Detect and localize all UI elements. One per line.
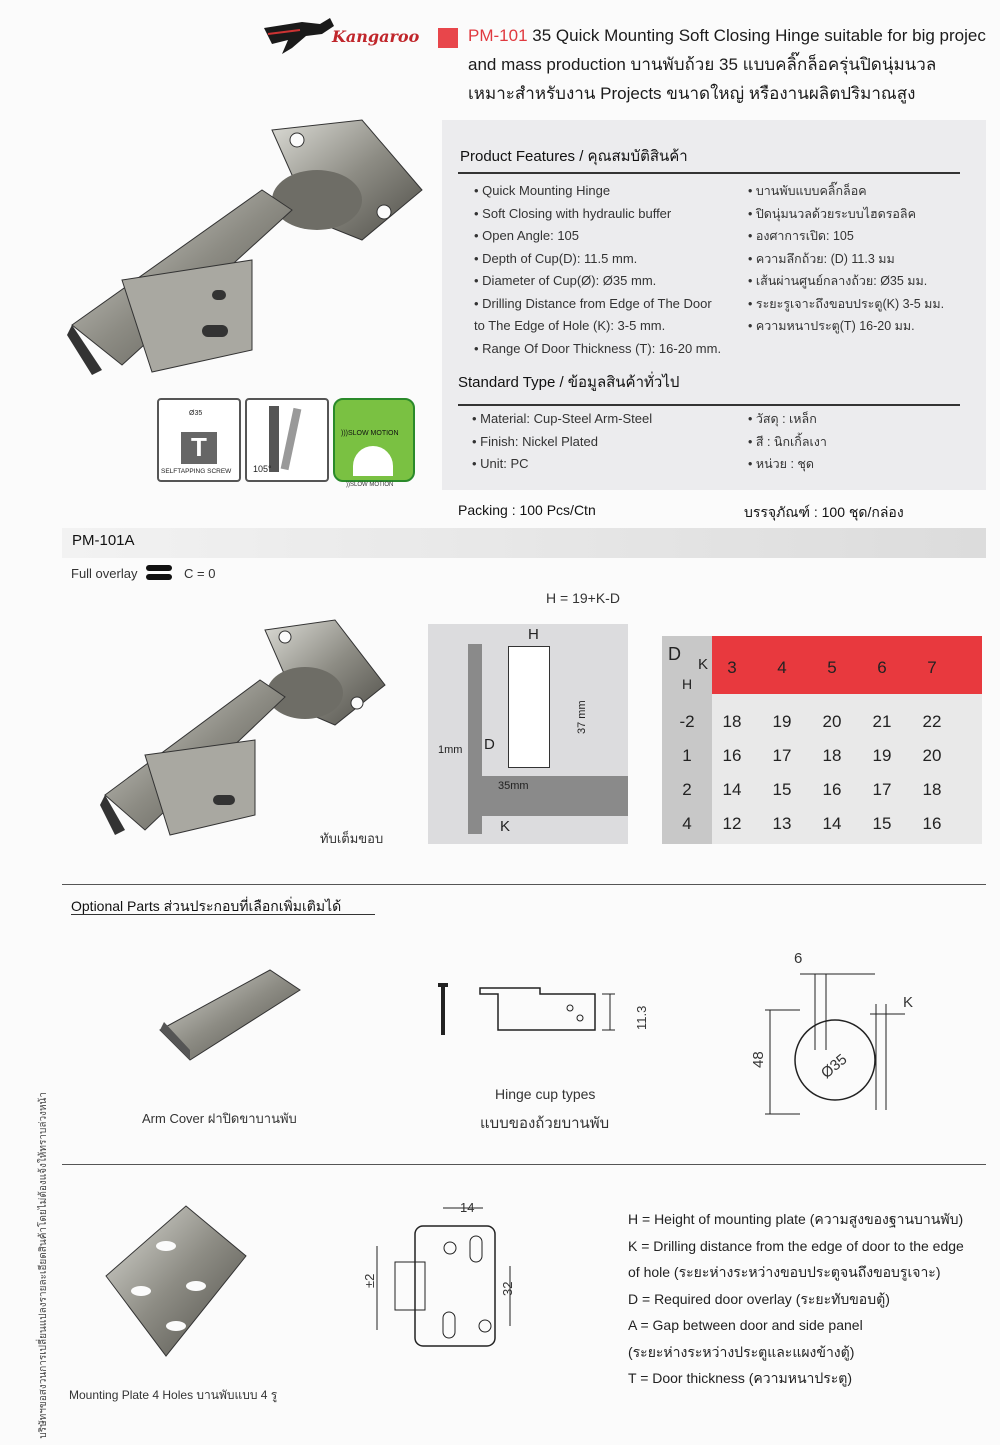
plate-width-label: 14 xyxy=(460,1200,475,1215)
standard-en-item: • Finish: Nickel Plated xyxy=(472,433,598,449)
feature-en-item: • Drilling Distance from Edge of The Door xyxy=(474,295,712,311)
feature-en-item: • Open Angle: 105 xyxy=(474,228,580,243)
hinge-cup-drawing xyxy=(430,980,660,1050)
standard-rule xyxy=(458,404,960,406)
feature-en-item: • Depth of Cup(D): 11.5 mm. xyxy=(474,250,638,266)
h-value-cell: 12 xyxy=(722,814,742,833)
feature-th-item: • ความลึกถ้วย: (D) 11.3 มม xyxy=(748,251,895,266)
model-band xyxy=(62,528,986,558)
section-divider-2 xyxy=(62,1164,986,1165)
offset-6-label: 6 xyxy=(794,950,803,967)
h-value-cell: 18 xyxy=(822,746,842,765)
legend-item: D = Required door overlay (ระยะทับขอบตู้) xyxy=(628,1290,890,1307)
feature-en-item: to The Edge of Hole (K): 3-5 mm. xyxy=(474,318,666,333)
slow-motion-caption: ))SLOW MOTION xyxy=(346,482,394,488)
slow-motion-icon: )))SLOW MOTION xyxy=(333,398,415,482)
h-value-cell: 14 xyxy=(722,780,742,799)
h-value-cell: 16 xyxy=(722,746,742,765)
features-heading: Product Features / คุณสมบัติสินค้า xyxy=(460,148,688,165)
legend-item: A = Gap between door and side panel xyxy=(628,1317,863,1333)
standard-th-list xyxy=(748,408,827,476)
hinge-photo-full-overlay xyxy=(95,615,395,845)
height-formula: H = 19+K-D xyxy=(546,590,620,606)
height-table xyxy=(662,636,982,844)
model-name: PM-101A xyxy=(72,532,135,549)
d-value-cell: 4 xyxy=(682,814,692,833)
corner-k: K xyxy=(698,656,709,673)
k-header-cell: 3 xyxy=(727,658,737,677)
label-1mm: 1mm xyxy=(438,744,463,756)
label-h: H xyxy=(528,626,539,643)
features-rule xyxy=(458,172,960,174)
cup-diameter-label: Ø35 xyxy=(817,1050,851,1083)
feature-en-item: • Quick Mounting Hinge xyxy=(474,183,611,198)
label-35mm: 35mm xyxy=(498,780,529,792)
mounting-plate-photo xyxy=(96,1196,256,1376)
arm-cover-photo xyxy=(150,960,310,1070)
optional-heading: Optional Parts ส่วนประกอบที่เลือกเพิ่มเติมได้ xyxy=(71,898,342,914)
h-value-cell: 16 xyxy=(822,780,842,799)
h-value-cell: 14 xyxy=(822,814,842,833)
plate-tolerance-label: ±2 xyxy=(362,1273,377,1288)
standard-heading: Standard Type / ข้อมูลสินค้าทั่วไป xyxy=(458,374,680,391)
legend-list xyxy=(628,1206,964,1392)
kangaroo-logo xyxy=(262,14,422,58)
h-value-cell: 18 xyxy=(922,780,942,799)
hole-k-label: K xyxy=(903,994,914,1011)
h-value-cell: 15 xyxy=(772,780,792,799)
d-value-cell: 2 xyxy=(682,780,692,799)
self-tapping-screw-icon: Ø35 T SELFTAPPING SCREW xyxy=(157,398,241,482)
h-value-cell: 21 xyxy=(872,712,892,731)
section-divider xyxy=(62,884,986,885)
feature-th-item: • บานพับแบบคลิ๊กล็อค xyxy=(748,184,867,198)
feature-th-item: • ระยะรูเจาะถึงขอบประตู(K) 3-5 มม. xyxy=(748,296,945,311)
cup-hole-drawing xyxy=(740,960,930,1120)
standard-en-list xyxy=(472,408,652,476)
legend-item: H = Height of mounting plate (ความสูงของฐานบานพับ) xyxy=(628,1211,964,1227)
overlay-label: Full overlay xyxy=(71,566,138,581)
standard-en-item: • Unit: PC xyxy=(472,456,529,471)
door-panel xyxy=(468,644,482,834)
label-d: D xyxy=(484,736,495,753)
optional-heading-rule xyxy=(71,914,375,915)
plate-height-label: 32 xyxy=(500,1281,515,1296)
feature-en-item: • Range Of Door Thickness (T): 16-20 mm. xyxy=(474,340,722,356)
feature-en-item: • Soft Closing with hydraulic buffer xyxy=(474,205,672,221)
h-value-cell: 17 xyxy=(772,746,792,765)
h-value-cell: 20 xyxy=(822,712,842,731)
h-value-cell: 16 xyxy=(922,814,942,833)
standard-th-item: • วัสดุ : เหล็ก xyxy=(748,412,817,426)
mounting-plate xyxy=(508,646,550,768)
k-header-cell: 5 xyxy=(827,658,837,677)
k-header-cell: 4 xyxy=(777,658,787,677)
disclaimer-vertical: บริษัทฯขอสงวนการเปลี่ยนแปลงรายละเอียดสินค้าโดยไม่ต้องแจ้งให้ทราบล่วงหน้า xyxy=(38,1092,49,1439)
mounting-plate-caption: Mounting Plate 4 Holes บานพับแบบ 4 รู xyxy=(69,1388,278,1402)
feature-en-item: • Diameter of Cup(Ø): Ø35 mm. xyxy=(474,273,657,288)
c-value: C = 0 xyxy=(184,566,216,581)
h-value-cell: 19 xyxy=(772,712,792,731)
h-value-cell: 18 xyxy=(722,712,742,731)
svg-text:Kangaroo: Kangaroo xyxy=(332,27,420,46)
legend-item: of hole (ระยะห่างระหว่างขอบประตูจนถึงขอบรูเจาะ) xyxy=(628,1264,941,1280)
h-value-cell: 15 xyxy=(872,814,892,833)
features-en-list xyxy=(474,180,721,360)
arm-cover-caption: Arm Cover ฝาปิดขาบานพับ xyxy=(142,1111,297,1126)
page-title: PM-101 35 Quick Mounting Soft Closing Hinge suitable for big projec xyxy=(468,26,986,45)
feature-th-item: • เส้นผ่านศูนย์กลางถ้วย: Ø35 มม. xyxy=(748,274,928,288)
legend-item: K = Drilling distance from the edge of door to the edge xyxy=(628,1237,964,1254)
cup-depth-label: 11.3 xyxy=(634,1005,649,1030)
full-overlay-icon xyxy=(145,564,173,582)
h-value-cell: 22 xyxy=(922,712,942,731)
cup-types-th: แบบของถ้วยบานพับ xyxy=(480,1115,610,1132)
opening-angle-icon: 105° xyxy=(245,398,329,482)
standard-th-item: • หน่วย : ชุด xyxy=(748,457,814,471)
h-value-cell: 20 xyxy=(922,746,942,765)
corner-d: D xyxy=(668,644,681,664)
installation-diagram xyxy=(428,624,628,844)
d-value-cell: 1 xyxy=(682,746,692,765)
cup-types-en: Hinge cup types xyxy=(495,1086,596,1102)
h-value-cell: 17 xyxy=(872,780,892,799)
standard-en-item: • Material: Cup-Steel Arm-Steel xyxy=(472,411,653,426)
k-header-cell: 7 xyxy=(927,658,937,677)
full-overlay-caption-th: ทับเต็มขอบ xyxy=(320,831,384,846)
k-header-cell: 6 xyxy=(877,658,887,677)
feature-th-item: • องศาการเปิด: 105 xyxy=(748,229,854,243)
legend-item: T = Door thickness (ความหนาประตู) xyxy=(628,1370,853,1386)
hinge-photo-main xyxy=(62,110,432,390)
corner-h: H xyxy=(682,676,693,692)
h-value-cell: 19 xyxy=(872,746,892,765)
height-48-label: 48 xyxy=(750,1051,767,1068)
feature-th-item: • ความหนาประตู(T) 16-20 มม. xyxy=(748,319,915,333)
label-37mm: 37 mm xyxy=(576,700,588,734)
features-th-list xyxy=(748,180,944,338)
label-k: K xyxy=(500,818,511,835)
red-bullet xyxy=(438,28,458,48)
h-value-cell: 13 xyxy=(772,814,792,833)
feature-th-item: • ปิดนุ่มนวลด้วยระบบไฮดรอลิค xyxy=(748,206,916,221)
packing-en: Packing : 100 Pcs/Ctn xyxy=(458,502,596,518)
standard-th-item: • สี : นิกเกิ้ลเงา xyxy=(748,434,827,449)
legend-item: (ระยะห่างระหว่างประตูและแผงข้างตู้) xyxy=(628,1343,855,1360)
d-value-cell: -2 xyxy=(679,712,695,731)
title-line-3: เหมาะสำหรับงาน Projects ขนาดใหญ่ หรืองานผลิตปริมาณสูง xyxy=(468,84,916,103)
packing-th: บรรจุภัณฑ์ : 100 ชุด/กล่อง xyxy=(744,504,904,520)
title-line-2: and mass production บานพับถ้วย 35 แบบคลิ๊กล็อครุ่นปิดนุ่มนวล xyxy=(468,55,937,74)
